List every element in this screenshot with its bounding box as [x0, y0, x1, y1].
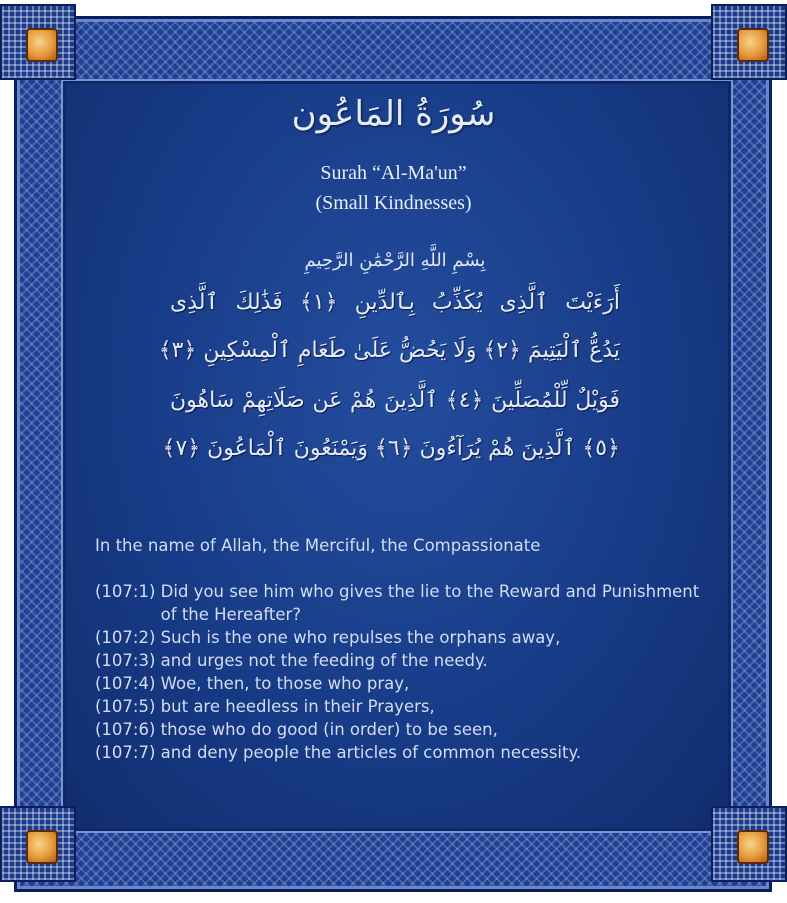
arabic-verse-line: ﴿٥﴾ ٱلَّذِينَ هُمْ يُرَآءُونَ ﴿٦﴾ وَيَمْنَعُونَ ٱلْمَاعُونَ ﴿٧﴾	[162, 436, 620, 461]
arabic-verse-line: أَرَءَيْتَ ٱلَّذِى يُكَذِّبُ بِٱلدِّينِ ﴿١﴾ فَذَٰلِكَ ٱلَّذِى	[170, 290, 620, 315]
lantern-icon	[26, 28, 58, 62]
lantern-icon	[737, 28, 769, 62]
corner-ornament-top-right	[711, 4, 787, 80]
arabic-basmala: بِسْمِ اللَّهِ الرَّحْمَٰنِ الرَّحِيمِ	[304, 250, 486, 271]
verse-text: and deny people the articles of common necessity.	[160, 743, 582, 762]
translation-verse	[95, 672, 715, 695]
surah-subtitle: (Small Kindnesses)	[315, 192, 472, 214]
verse-text: Woe, then, to those who pray,	[160, 674, 410, 693]
corner-ornament-top-left	[0, 4, 76, 80]
verse-number: (107:2)	[95, 628, 161, 647]
translation-verse	[95, 695, 715, 718]
corner-ornament-bottom-left	[0, 806, 76, 882]
lantern-icon	[737, 830, 769, 864]
verse-text: but are heedless in their Prayers,	[160, 697, 435, 716]
translation-verse	[95, 718, 715, 741]
verse-number: (107:6)	[95, 720, 161, 739]
lantern-icon	[26, 830, 58, 864]
arabic-verse-line: فَوَيْلٌ لِّلْمُصَلِّينَ ﴿٤﴾ ٱلَّذِينَ هُمْ عَن صَلَاتِهِمْ سَاهُونَ	[170, 388, 620, 413]
verse-number: (107:4)	[95, 674, 161, 693]
translation-verse	[95, 649, 715, 672]
verse-text: those who do good (in order) to be seen,	[160, 720, 498, 739]
translation-verse	[95, 741, 715, 764]
verse-number: (107:5)	[95, 697, 161, 716]
verse-number: (107:7)	[95, 743, 161, 762]
translation-verse	[95, 626, 715, 649]
translation-block	[95, 534, 715, 764]
verse-text: Such is the one who repulses the orphans away,	[160, 628, 561, 647]
arabic-verse-line: يَدُعُّ ٱلْيَتِيمَ ﴿٢﴾ وَلَا يَحُضُّ عَلَىٰ طَعَامِ ٱلْمِسْكِينِ ﴿٣﴾	[158, 338, 620, 363]
translation-verse	[95, 580, 715, 626]
corner-ornament-bottom-right	[711, 806, 787, 882]
arabic-surah-title: سُورَةُ المَاعُون	[291, 94, 496, 134]
verse-number: (107:3)	[95, 651, 161, 670]
translation-heading: In the name of Allah, the Merciful, the Compassionate	[95, 536, 541, 555]
surah-title: Surah “Al-Ma'un”	[320, 162, 467, 184]
verse-text: and urges not the feeding of the needy.	[160, 651, 488, 670]
verse-number: (107:1)	[95, 582, 161, 601]
verse-text: Did you see him who gives the lie to the Reward and Punishment of the Hereafter?	[160, 582, 700, 624]
